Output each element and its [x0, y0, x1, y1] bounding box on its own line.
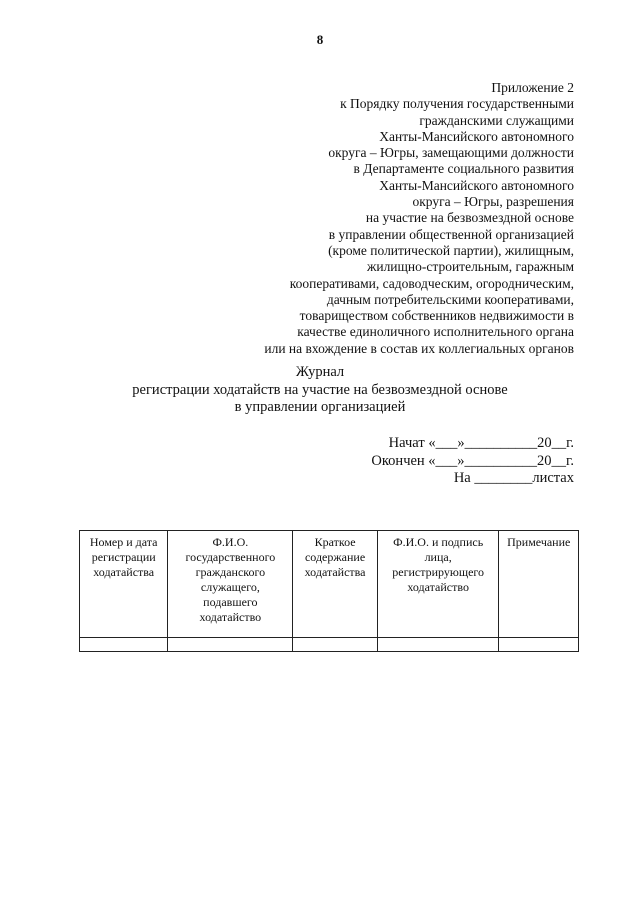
table-cell: [293, 638, 378, 652]
appendix-line: кооперативами, садоводческим, огородническим,: [289, 275, 574, 291]
appendix-line: дачным потребительскими кооперативами,: [326, 291, 574, 307]
date-started: Начат «___»__________20__г.: [388, 435, 574, 451]
column-header-note: Примечание: [499, 531, 579, 638]
table-cell: [377, 638, 499, 652]
appendix-line: Ханты-Мансийского автономного: [379, 177, 574, 193]
appendix-line: Приложение 2: [491, 80, 574, 95]
column-header-applicant-name: Ф.И.О. государственного гражданского служащего, подавшего ходатайство: [168, 531, 293, 638]
table-row: [80, 638, 579, 652]
registration-table: [79, 530, 579, 652]
appendix-line: в Департаменте социального развития: [353, 161, 574, 177]
appendix-line: Ханты-Мансийского автономного: [379, 128, 574, 144]
appendix-line: товариществом собственников недвижимости в: [299, 308, 574, 324]
journal-subtitle: регистрации ходатайств на участие на безвозмездной основе: [132, 381, 508, 398]
page-number: 8: [316, 32, 324, 47]
sheet-count: На ________листах: [453, 470, 574, 486]
journal-title: Журнал: [295, 364, 345, 380]
appendix-line: или на вхождение в состав их коллегиальных органов: [264, 340, 574, 356]
column-header-registrar: Ф.И.О. и подпись лица, регистрирующего ходатайство: [377, 531, 499, 638]
appendix-line: на участие на безвозмездной основе: [365, 210, 574, 226]
journal-dates: [371, 435, 574, 488]
appendix-line: гражданскими служащими: [419, 112, 574, 128]
appendix-line: жилищно-строительным, гаражным: [367, 259, 574, 275]
table-cell: [499, 638, 579, 652]
appendix-line: к Порядку получения государственными: [340, 96, 574, 112]
appendix-line: округа – Югры, замещающими должности: [328, 145, 574, 161]
appendix-header: [154, 80, 574, 357]
appendix-line: (кроме политической партии), жилищным,: [328, 242, 574, 258]
appendix-line: качестве единоличного исполнительного органа: [297, 324, 574, 340]
column-header-number-date: Номер и дата регистрации ходатайства: [80, 531, 168, 638]
table-cell: [80, 638, 168, 652]
journal-title-block: [0, 364, 640, 417]
table-header-row: [80, 531, 579, 638]
date-finished: Окончен «___»__________20__г.: [371, 452, 574, 469]
journal-subtitle: в управлении организацией: [234, 399, 406, 415]
appendix-line: в управлении общественной организацией: [328, 226, 574, 242]
column-header-summary: Краткое содержание ходатайства: [293, 531, 378, 638]
appendix-line: округа – Югры, разрешения: [412, 194, 574, 210]
table-cell: [168, 638, 293, 652]
